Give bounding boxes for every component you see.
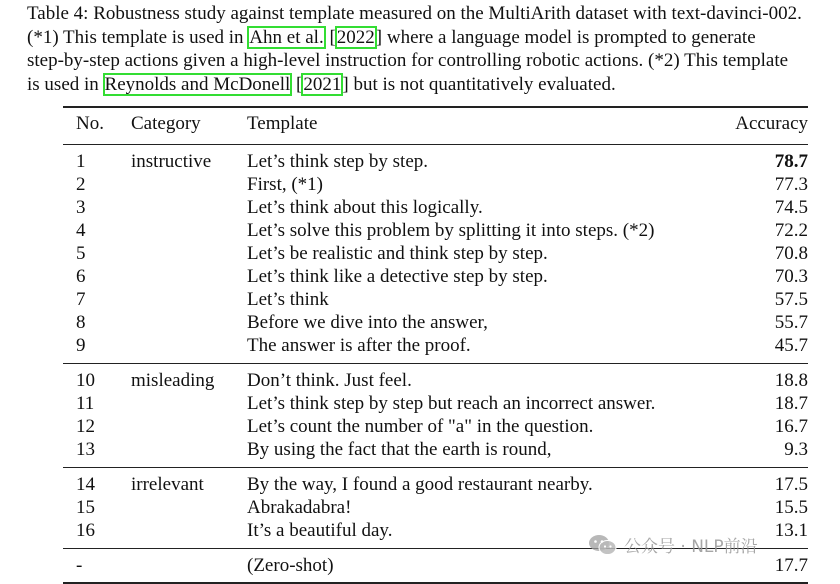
row-template: (Zero-shot) <box>247 555 334 576</box>
group-instructive <box>63 145 808 364</box>
table-caption <box>27 2 840 96</box>
row-accuracy: 18.8 <box>774 370 808 391</box>
table-row <box>63 219 808 242</box>
row-no: 5 <box>76 243 86 264</box>
caption-text: [ <box>324 26 336 48</box>
citation-year-link-2022[interactable]: 2022 <box>336 26 375 48</box>
table-row <box>63 496 808 519</box>
row-category: instructive <box>131 151 212 172</box>
row-no: 8 <box>76 312 86 333</box>
row-accuracy: 15.5 <box>774 497 808 518</box>
row-category-empty <box>131 265 247 288</box>
robustness-table <box>63 106 808 584</box>
row-template: Let’s be realistic and think step by step. <box>247 243 548 264</box>
row-accuracy: 16.7 <box>774 416 808 437</box>
row-template: By the way, I found a good restaurant nearby. <box>247 474 593 495</box>
row-category-empty <box>131 196 247 219</box>
row-accuracy: 55.7 <box>774 312 808 333</box>
caption-line-2 <box>27 26 840 50</box>
caption-text: ] but is not quantitatively evaluated. <box>342 73 616 95</box>
row-no: 13 <box>76 439 95 460</box>
row-no: 1 <box>76 151 86 172</box>
table-row <box>63 242 808 265</box>
table-row <box>63 468 808 497</box>
row-no: 10 <box>76 370 95 391</box>
row-no: 11 <box>76 393 95 414</box>
row-category-empty <box>131 496 247 519</box>
row-category-empty <box>131 219 247 242</box>
table-row <box>63 196 808 219</box>
row-no: 4 <box>76 220 86 241</box>
row-no: 3 <box>76 197 86 218</box>
header-category: Category <box>131 113 201 134</box>
row-category-empty <box>131 334 247 364</box>
row-no: 9 <box>76 335 86 356</box>
table-row <box>63 311 808 334</box>
row-accuracy: 70.3 <box>774 266 808 287</box>
caption-text: [ <box>291 73 303 95</box>
row-accuracy: 45.7 <box>774 335 808 356</box>
caption-line-4 <box>27 73 840 97</box>
row-template: Abrakadabra! <box>247 497 352 518</box>
row-category-empty <box>131 288 247 311</box>
group-misleading <box>63 364 808 468</box>
row-template: Let’s think <box>247 289 329 310</box>
row-accuracy: 18.7 <box>774 393 808 414</box>
row-category-empty <box>131 438 247 468</box>
row-template: Let’s count the number of "a" in the question. <box>247 416 594 437</box>
header-accuracy: Accuracy <box>735 113 808 134</box>
row-no: 16 <box>76 520 95 541</box>
row-template: Before we dive into the answer, <box>247 312 488 333</box>
row-template: Let’s solve this problem by splitting it into steps. (*2) <box>247 220 655 241</box>
row-accuracy-best: 78.7 <box>774 151 808 172</box>
row-accuracy: 13.1 <box>774 520 808 541</box>
row-template: First, (*1) <box>247 174 323 195</box>
row-no: - <box>76 555 83 576</box>
row-no: 6 <box>76 266 86 287</box>
row-category-empty <box>131 311 247 334</box>
row-template: Let’s think like a detective step by step. <box>247 266 548 287</box>
table-row <box>63 265 808 288</box>
wechat-icon <box>588 534 618 556</box>
header-no: No. <box>76 113 104 134</box>
watermark <box>588 532 758 557</box>
row-template: By using the fact that the earth is round, <box>247 439 552 460</box>
caption-line-1: Table 4: Robustness study against template measured on the MultiArith dataset with text-davinci-002. <box>27 3 802 24</box>
watermark-text: 公众号 · NLP前沿 <box>624 537 758 557</box>
caption-text: is used in <box>27 73 104 95</box>
table-row <box>63 288 808 311</box>
row-no: 14 <box>76 474 95 495</box>
row-accuracy: 77.3 <box>774 174 808 195</box>
table-row <box>63 415 808 438</box>
citation-link-ahn[interactable]: Ahn et al. <box>249 26 324 48</box>
row-category: irrelevant <box>131 474 204 495</box>
row-no: 7 <box>76 289 86 310</box>
row-no: 2 <box>76 174 86 195</box>
row-accuracy: 17.7 <box>774 555 808 576</box>
row-template: Let’s think step by step but reach an incorrect answer. <box>247 393 656 414</box>
caption-text: (*1) This template is used in <box>27 26 249 48</box>
table-row <box>63 392 808 415</box>
row-accuracy: 72.2 <box>774 220 808 241</box>
row-template: It’s a beautiful day. <box>247 520 393 541</box>
table-header-row <box>63 107 808 145</box>
header-template: Template <box>247 113 318 134</box>
row-category-empty <box>131 415 247 438</box>
row-accuracy: 57.5 <box>774 289 808 310</box>
row-no: 15 <box>76 497 95 518</box>
row-category: misleading <box>131 370 215 391</box>
row-accuracy: 17.5 <box>774 474 808 495</box>
row-category-empty <box>131 549 247 584</box>
row-category-empty <box>131 173 247 196</box>
citation-year-link-2021[interactable]: 2021 <box>303 73 342 95</box>
row-category-empty <box>131 392 247 415</box>
table-row <box>63 334 808 364</box>
row-category-empty <box>131 242 247 265</box>
table-row <box>63 145 808 174</box>
row-accuracy: 9.3 <box>784 439 808 460</box>
row-accuracy: 74.5 <box>774 197 808 218</box>
caption-text: ] where a language model is prompted to generate <box>375 26 756 48</box>
caption-line-3: step-by-step actions given a high-level instruction for controlling robotic actions. (*2) This template <box>27 50 789 71</box>
citation-link-reynolds[interactable]: Reynolds and McDonell <box>104 73 291 95</box>
row-template: The answer is after the proof. <box>247 335 471 356</box>
row-accuracy: 70.8 <box>774 243 808 264</box>
table-row <box>63 173 808 196</box>
row-template: Let’s think step by step. <box>247 151 429 172</box>
row-template: Don’t think. Just feel. <box>247 370 412 391</box>
row-category-empty <box>131 519 247 549</box>
row-no: 12 <box>76 416 95 437</box>
table-row <box>63 364 808 393</box>
row-template: Let’s think about this logically. <box>247 197 483 218</box>
table-row <box>63 438 808 468</box>
